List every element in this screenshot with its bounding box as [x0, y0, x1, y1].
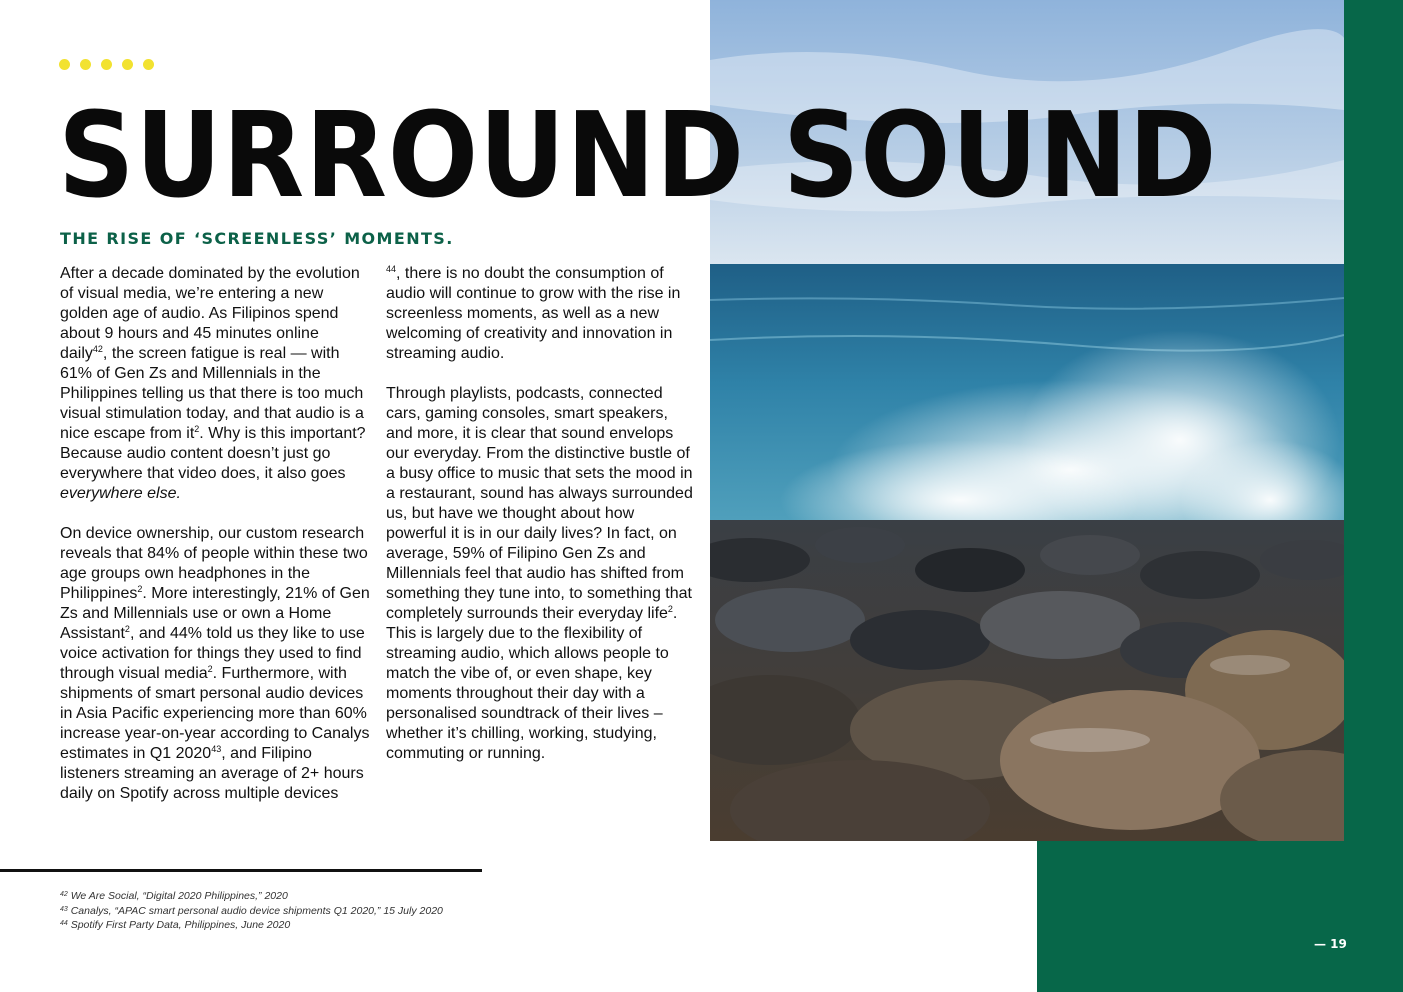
footnote-ref: 44: [386, 264, 397, 274]
paragraph-2-end: [386, 264, 696, 364]
footnote-number: 42: [60, 891, 68, 898]
footnote-ref: 2: [124, 624, 130, 634]
paragraph-3: [386, 384, 696, 764]
page-title: SURROUND SOUND: [58, 86, 1218, 224]
text-run: On device ownership, our custom research reveals that 84% of people within these two age groups own headphones in the Philippines: [60, 525, 368, 602]
dot-icon: [59, 59, 70, 70]
text-run: . This is largely due to the flexibility of streaming audio, which allows people to match the vibe of, or even shape, key moments throughout their day with a personalised soundtrack of their lives – whether it’s chilling, working, studying, commuting or running.: [386, 605, 678, 762]
text-run: Through playlists, podcasts, connected cars, gaming consoles, smart speakers, and more, it is clear that sound envelops our everyday. From the distinctive bustle of a busy office to music that sets the mood in a restaurant, sound has always surrounded us, but have we thought about how powerful it is in our daily lives? In fact, on average, 59% of Filipino Gen Zs and Millennials feel that audio has shifted from something they tune into, to something that completely surrounds their everyday life: [386, 385, 693, 622]
text-run: . Furthermore, with shipments of smart personal audio devices in Asia Pacific experiencing more than 60% increase year-on-year according to Canalys estimates in Q1 2020: [60, 665, 370, 762]
footnote-number: 44: [60, 920, 68, 927]
footnote-item: [60, 918, 443, 933]
footnote-ref: 2: [137, 584, 143, 594]
paragraph-1: [60, 264, 370, 504]
footnote-number: 43: [60, 905, 68, 913]
text-run: . Why is this important? Because audio content doesn’t just go everywhere that video does, it also goes: [60, 425, 366, 482]
page-subtitle: THE RISE OF ‘SCREENLESS’ MOMENTS.: [60, 229, 454, 248]
paragraph-2-start: [60, 524, 370, 804]
green-bottom-block: [1037, 840, 1403, 992]
body-column-right: [386, 264, 696, 784]
footnote-item: [60, 889, 443, 904]
emphasis-text: everywhere else.: [60, 485, 181, 502]
dot-icon: [80, 59, 91, 70]
footnote-ref: 2: [667, 604, 673, 614]
dot-icon: [143, 59, 154, 70]
text-run: , there is no doubt the consumption of audio will continue to grow with the rise in screenless moments, as well as a new welcoming of creativity and innovation in streaming audio.: [386, 265, 681, 362]
body-column-left: [60, 264, 370, 824]
footnote-divider: [0, 869, 482, 872]
dot-icon: [122, 59, 133, 70]
page-number: — 19: [1314, 937, 1347, 951]
footnote-text: Spotify First Party Data, Philippines, June 2020: [67, 919, 291, 931]
dot-icon: [101, 59, 112, 70]
footnote-text: Canalys, “APAC smart personal audio device shipments Q1 2020,” 15 July 2020: [67, 904, 443, 917]
footnote-ref: 2: [207, 664, 213, 674]
text-run: . More interestingly, 21% of Gen Zs and Millennials use or own a Home Assistant: [60, 585, 370, 642]
footnote-ref: 42: [92, 344, 103, 354]
text-run: , the screen fatigue is real — with 61% of Gen Zs and Millennials in the Philippines telling us that there is too much visual stimulation today, and that audio is a nice escape from it: [60, 345, 364, 442]
text-run: , and Filipino listeners streaming an average of 2+ hours daily on Spotify across multiple devices: [60, 745, 364, 802]
footnote-text: We Are Social, “Digital 2020 Philippines,” 2020: [67, 890, 288, 902]
footnote-ref: 2: [194, 424, 200, 434]
decorative-dots: [59, 59, 154, 70]
footnote-ref: 43: [211, 744, 222, 754]
footnotes: [60, 889, 443, 933]
text-run: After a decade dominated by the evolution of visual media, we’re entering a new golden age of audio. As Filipinos spend about 9 hours and 45 minutes online daily: [60, 265, 360, 362]
text-run: , and 44% told us they like to use voice activation for things they used to find through visual media: [60, 625, 365, 682]
footnote-item: [60, 904, 443, 919]
